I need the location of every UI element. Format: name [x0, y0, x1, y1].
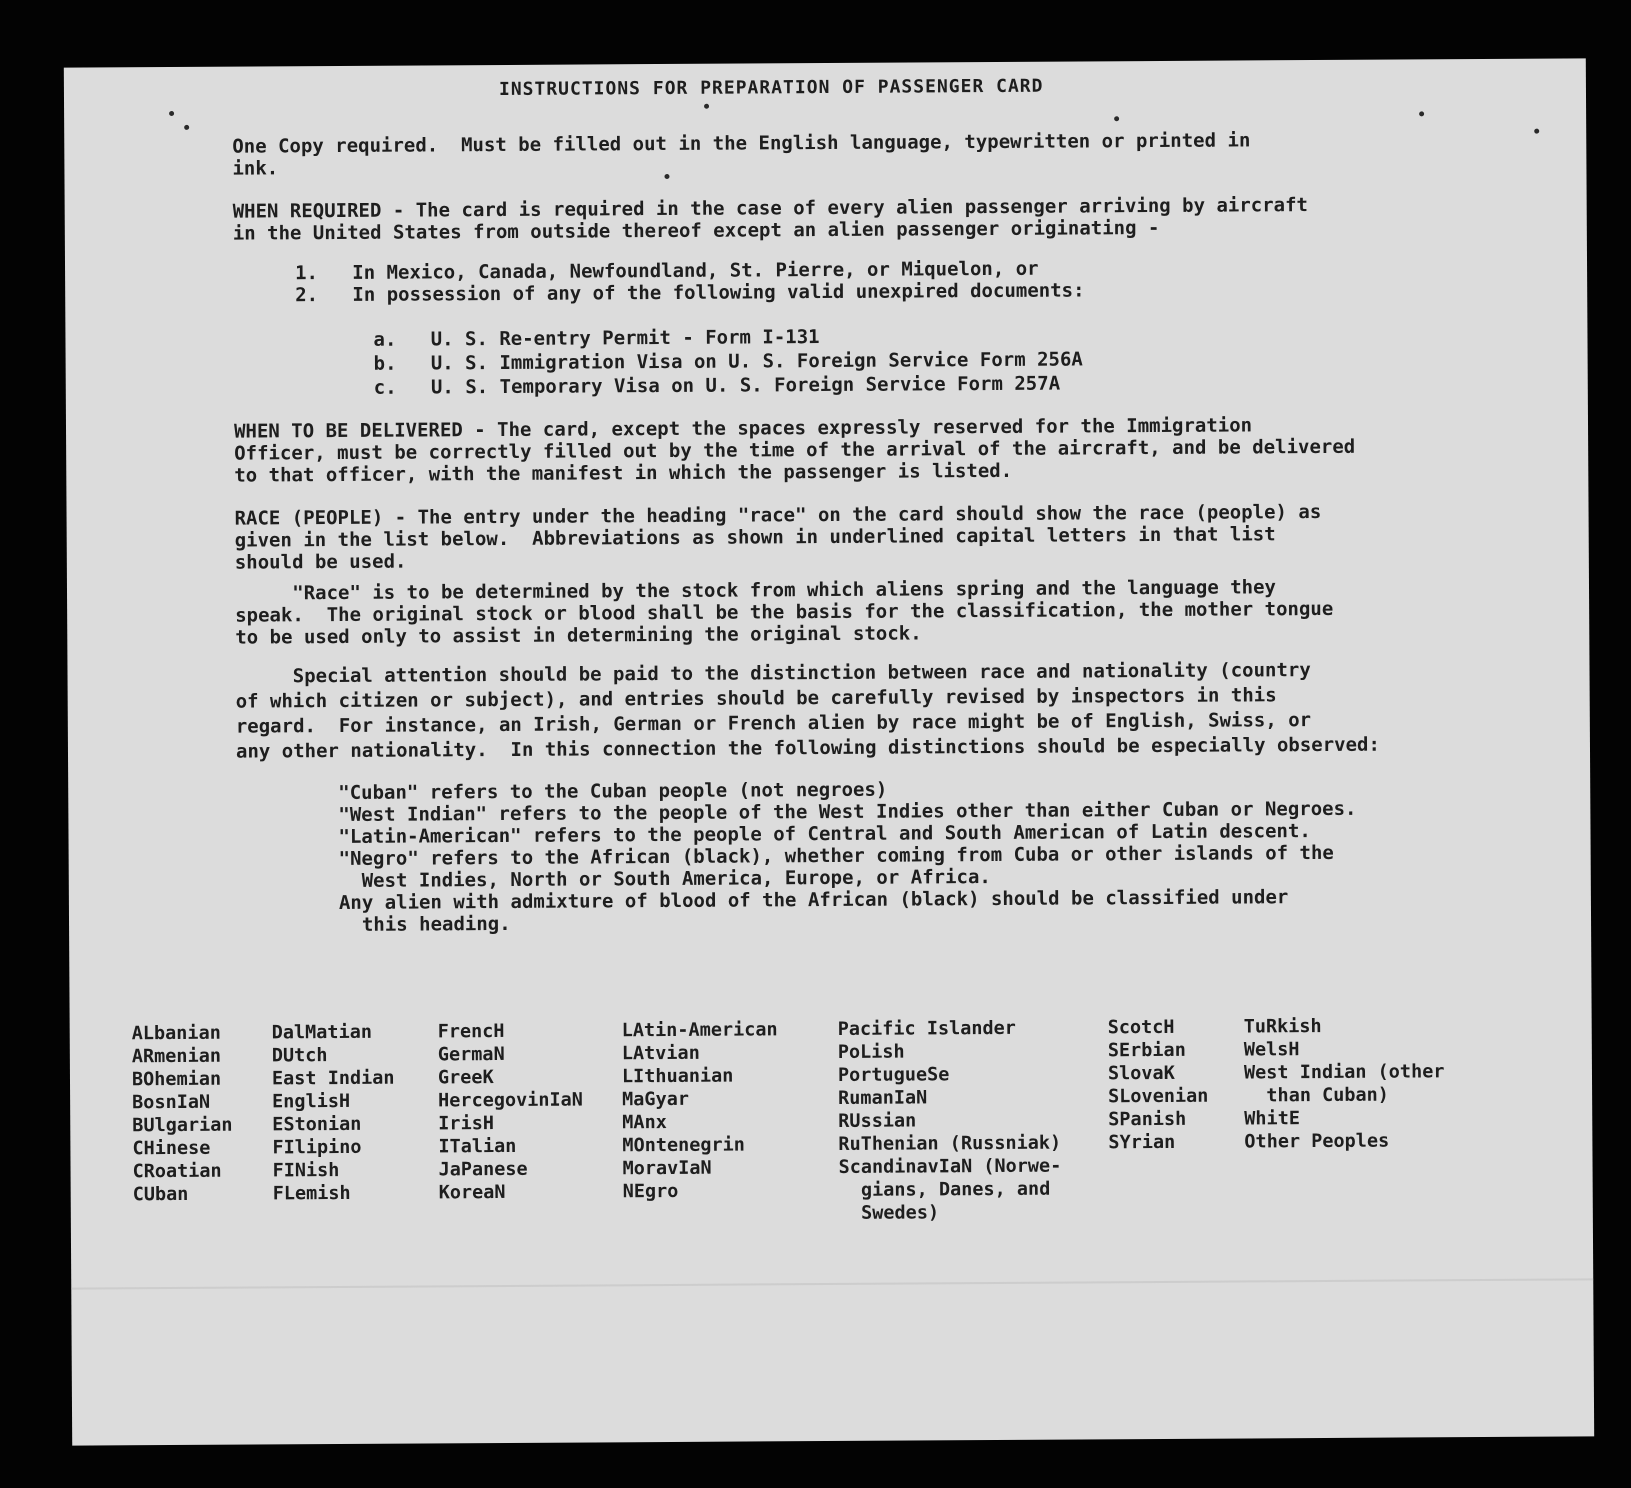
race-item: Other Peoples — [1244, 1130, 1390, 1153]
race-item: gians, Danes, and — [838, 1178, 1051, 1201]
race-determined-paragraph — [235, 576, 1334, 649]
numbered-list — [295, 257, 1085, 306]
race-item: FIlipino — [272, 1136, 362, 1159]
race-column-4 — [622, 1018, 779, 1203]
race-people-paragraph — [234, 501, 1321, 574]
text-line: to that officer, with the manifest in which the passenger is listed. — [234, 459, 1013, 487]
race-item: Pacific Islander — [837, 1017, 1016, 1040]
race-column-7 — [1244, 1014, 1445, 1153]
race-column-5 — [838, 1017, 1062, 1225]
text-line: One Copy required. Must be filled out in the English language, typewritten or printed in — [232, 129, 1251, 158]
race-item: FINish — [272, 1159, 340, 1182]
race-item: WhitE — [1244, 1108, 1301, 1130]
scan-speck — [169, 111, 174, 116]
list-item: c. U. S. Temporary Visa on U. S. Foreign Service Form 257A — [373, 372, 1061, 399]
race-item: PoLish — [837, 1041, 905, 1063]
text-line: ink. — [232, 157, 279, 180]
race-item: RUssian — [838, 1110, 917, 1132]
text-line: RACE (PEOPLE) - The entry under the heading "race" on the card should show the race (people) as — [234, 500, 1322, 530]
text-line: "West Indian" refers to the people of the West Indies other than either Cuban or Negroes. — [338, 797, 1357, 826]
race-item: MaGyar — [622, 1088, 690, 1111]
race-item: ScandinavIaN (Norwe- — [838, 1155, 1062, 1178]
race-item: SLovenian — [1108, 1085, 1209, 1108]
scan-speck — [1419, 111, 1424, 116]
race-item: BOhemian — [131, 1068, 222, 1091]
text-line: WHEN TO BE DELIVERED - The card, except the spaces expressly reserved for the Immigration — [233, 414, 1253, 443]
text-line: speak. The original stock or blood shall be the basis for the classification, the mother tongue — [235, 597, 1334, 627]
race-item: EnglisH — [272, 1090, 351, 1113]
list-item: b. U. S. Immigration Visa on U. S. Foreign Service Form 256A — [373, 348, 1083, 375]
document-list — [373, 323, 1083, 399]
special-attention-paragraph — [235, 658, 1379, 765]
race-item: GreeK — [437, 1067, 494, 1089]
text-line: of which citizen or subject), and entries should be carefully revised by inspectors in this — [235, 684, 1277, 713]
race-item: HercegovinIaN — [438, 1089, 583, 1112]
text-line: "Latin-American" refers to the people of Central and South American of Latin descent. — [338, 820, 1311, 848]
race-column-1 — [132, 1022, 233, 1207]
race-item: Swedes) — [838, 1202, 940, 1224]
when-delivered-paragraph — [234, 414, 1355, 487]
text-line: "Race" is to be determined by the stock from which aliens spring and the language they — [234, 576, 1277, 605]
race-item: GermaN — [437, 1043, 505, 1066]
race-item: SErbian — [1107, 1039, 1186, 1062]
race-item: PortugueSe — [837, 1064, 950, 1086]
race-item: CUban — [132, 1183, 189, 1206]
race-item: IrisH — [438, 1113, 495, 1135]
text-line: this heading. — [338, 912, 511, 936]
list-item: a. U. S. Re-entry Permit - Form I-131 — [373, 326, 820, 351]
when-required-paragraph — [233, 194, 1309, 245]
distinctions-list — [338, 776, 1357, 936]
text-line: given in the list below. Abbreviations as shown in underlined capital letters in that list — [234, 523, 1276, 552]
text-line: Special attention should be paid to the distinction between race and nationality (country — [235, 659, 1311, 688]
page-title: INSTRUCTIONS FOR PREPARATION OF PASSENGER CARD — [498, 75, 1044, 101]
race-item: RumanIaN — [838, 1087, 928, 1109]
race-item: NEgro — [622, 1180, 679, 1203]
race-item: DalMatian — [271, 1021, 373, 1044]
race-item: LAtin-American — [621, 1019, 778, 1042]
intro-paragraph — [232, 129, 1250, 179]
race-item: BosnIaN — [132, 1091, 211, 1114]
race-item: SPanish — [1108, 1108, 1187, 1131]
race-item: LAtvian — [621, 1042, 700, 1065]
text-line: should be used. — [234, 550, 407, 574]
race-item: FLemish — [272, 1182, 351, 1205]
race-item: ITalian — [438, 1135, 517, 1158]
race-item: CHinese — [132, 1137, 211, 1160]
race-column-2 — [272, 1021, 396, 1206]
race-item: BUlgarian — [132, 1114, 233, 1137]
race-item: FrencH — [437, 1020, 505, 1043]
scan-speck — [1534, 129, 1539, 134]
text-line: "Negro" refers to the African (black), whether coming from Cuba or other islands of the — [338, 841, 1334, 870]
race-item: East Indian — [271, 1067, 395, 1090]
race-item: SYrian — [1108, 1131, 1176, 1154]
scan-speck — [184, 125, 189, 130]
race-item: RuThenian (Russniak) — [838, 1132, 1062, 1155]
list-item: 1. In Mexico, Canada, Newfoundland, St. Pierre, or Miquelon, or — [294, 257, 1039, 285]
race-item: than Cuban) — [1244, 1084, 1389, 1107]
scan-speck — [704, 104, 709, 109]
race-item: TuRkish — [1243, 1015, 1322, 1038]
text-line: West Indies, North or South America, Europe, or Africa. — [338, 866, 991, 892]
text-line: WHEN REQUIRED - The card is required in the case of every alien passenger arriving by aircraft — [232, 194, 1309, 223]
race-column-3 — [438, 1020, 584, 1205]
race-item: MOntenegrin — [622, 1134, 745, 1157]
race-item: LIthuanian — [621, 1065, 734, 1088]
race-item: WelsH — [1243, 1039, 1300, 1061]
text-line: in the United States from outside thereof except an alien passenger originating - — [232, 216, 1160, 245]
text-line: regard. For instance, an Irish, German or French alien by race might be of English, Swiss, or — [235, 709, 1312, 738]
race-item: ARmenian — [131, 1045, 222, 1068]
faint-rule — [71, 1278, 1593, 1289]
race-column-6 — [1108, 1016, 1209, 1155]
race-item: MoravIaN — [622, 1157, 712, 1180]
race-item: SlovaK — [1107, 1062, 1175, 1085]
scan-speck — [1114, 116, 1119, 121]
race-item: CRoatian — [132, 1160, 222, 1183]
race-item: DUtch — [271, 1045, 328, 1067]
text-line: Any alien with admixture of blood of the African (black) should be classified under — [338, 886, 1289, 914]
race-item: KoreaN — [438, 1181, 506, 1204]
race-item: ScotcH — [1107, 1016, 1175, 1039]
text-line: to be used only to assist in determining the original stock. — [235, 622, 922, 649]
race-item: ALbanian — [131, 1022, 221, 1045]
text-line: any other nationality. In this connection the following distinctions should be especially observed: — [235, 733, 1380, 763]
scan-speck — [664, 174, 669, 179]
text-line: Officer, must be correctly filled out by the time of the arrival of the aircraft, and be delivered — [234, 435, 1356, 465]
text-line: "Cuban" refers to the Cuban people (not negroes) — [338, 778, 888, 804]
race-item: EStonian — [272, 1113, 362, 1136]
race-item: MAnx — [622, 1111, 667, 1134]
passenger-card-instructions-page — [64, 58, 1594, 1445]
race-abbreviation-list — [132, 1013, 1573, 1242]
race-item: JaPanese — [438, 1158, 528, 1181]
race-item: West Indian (other — [1243, 1061, 1445, 1084]
list-item: 2. In possession of any of the following valid unexpired documents: — [295, 279, 1085, 307]
